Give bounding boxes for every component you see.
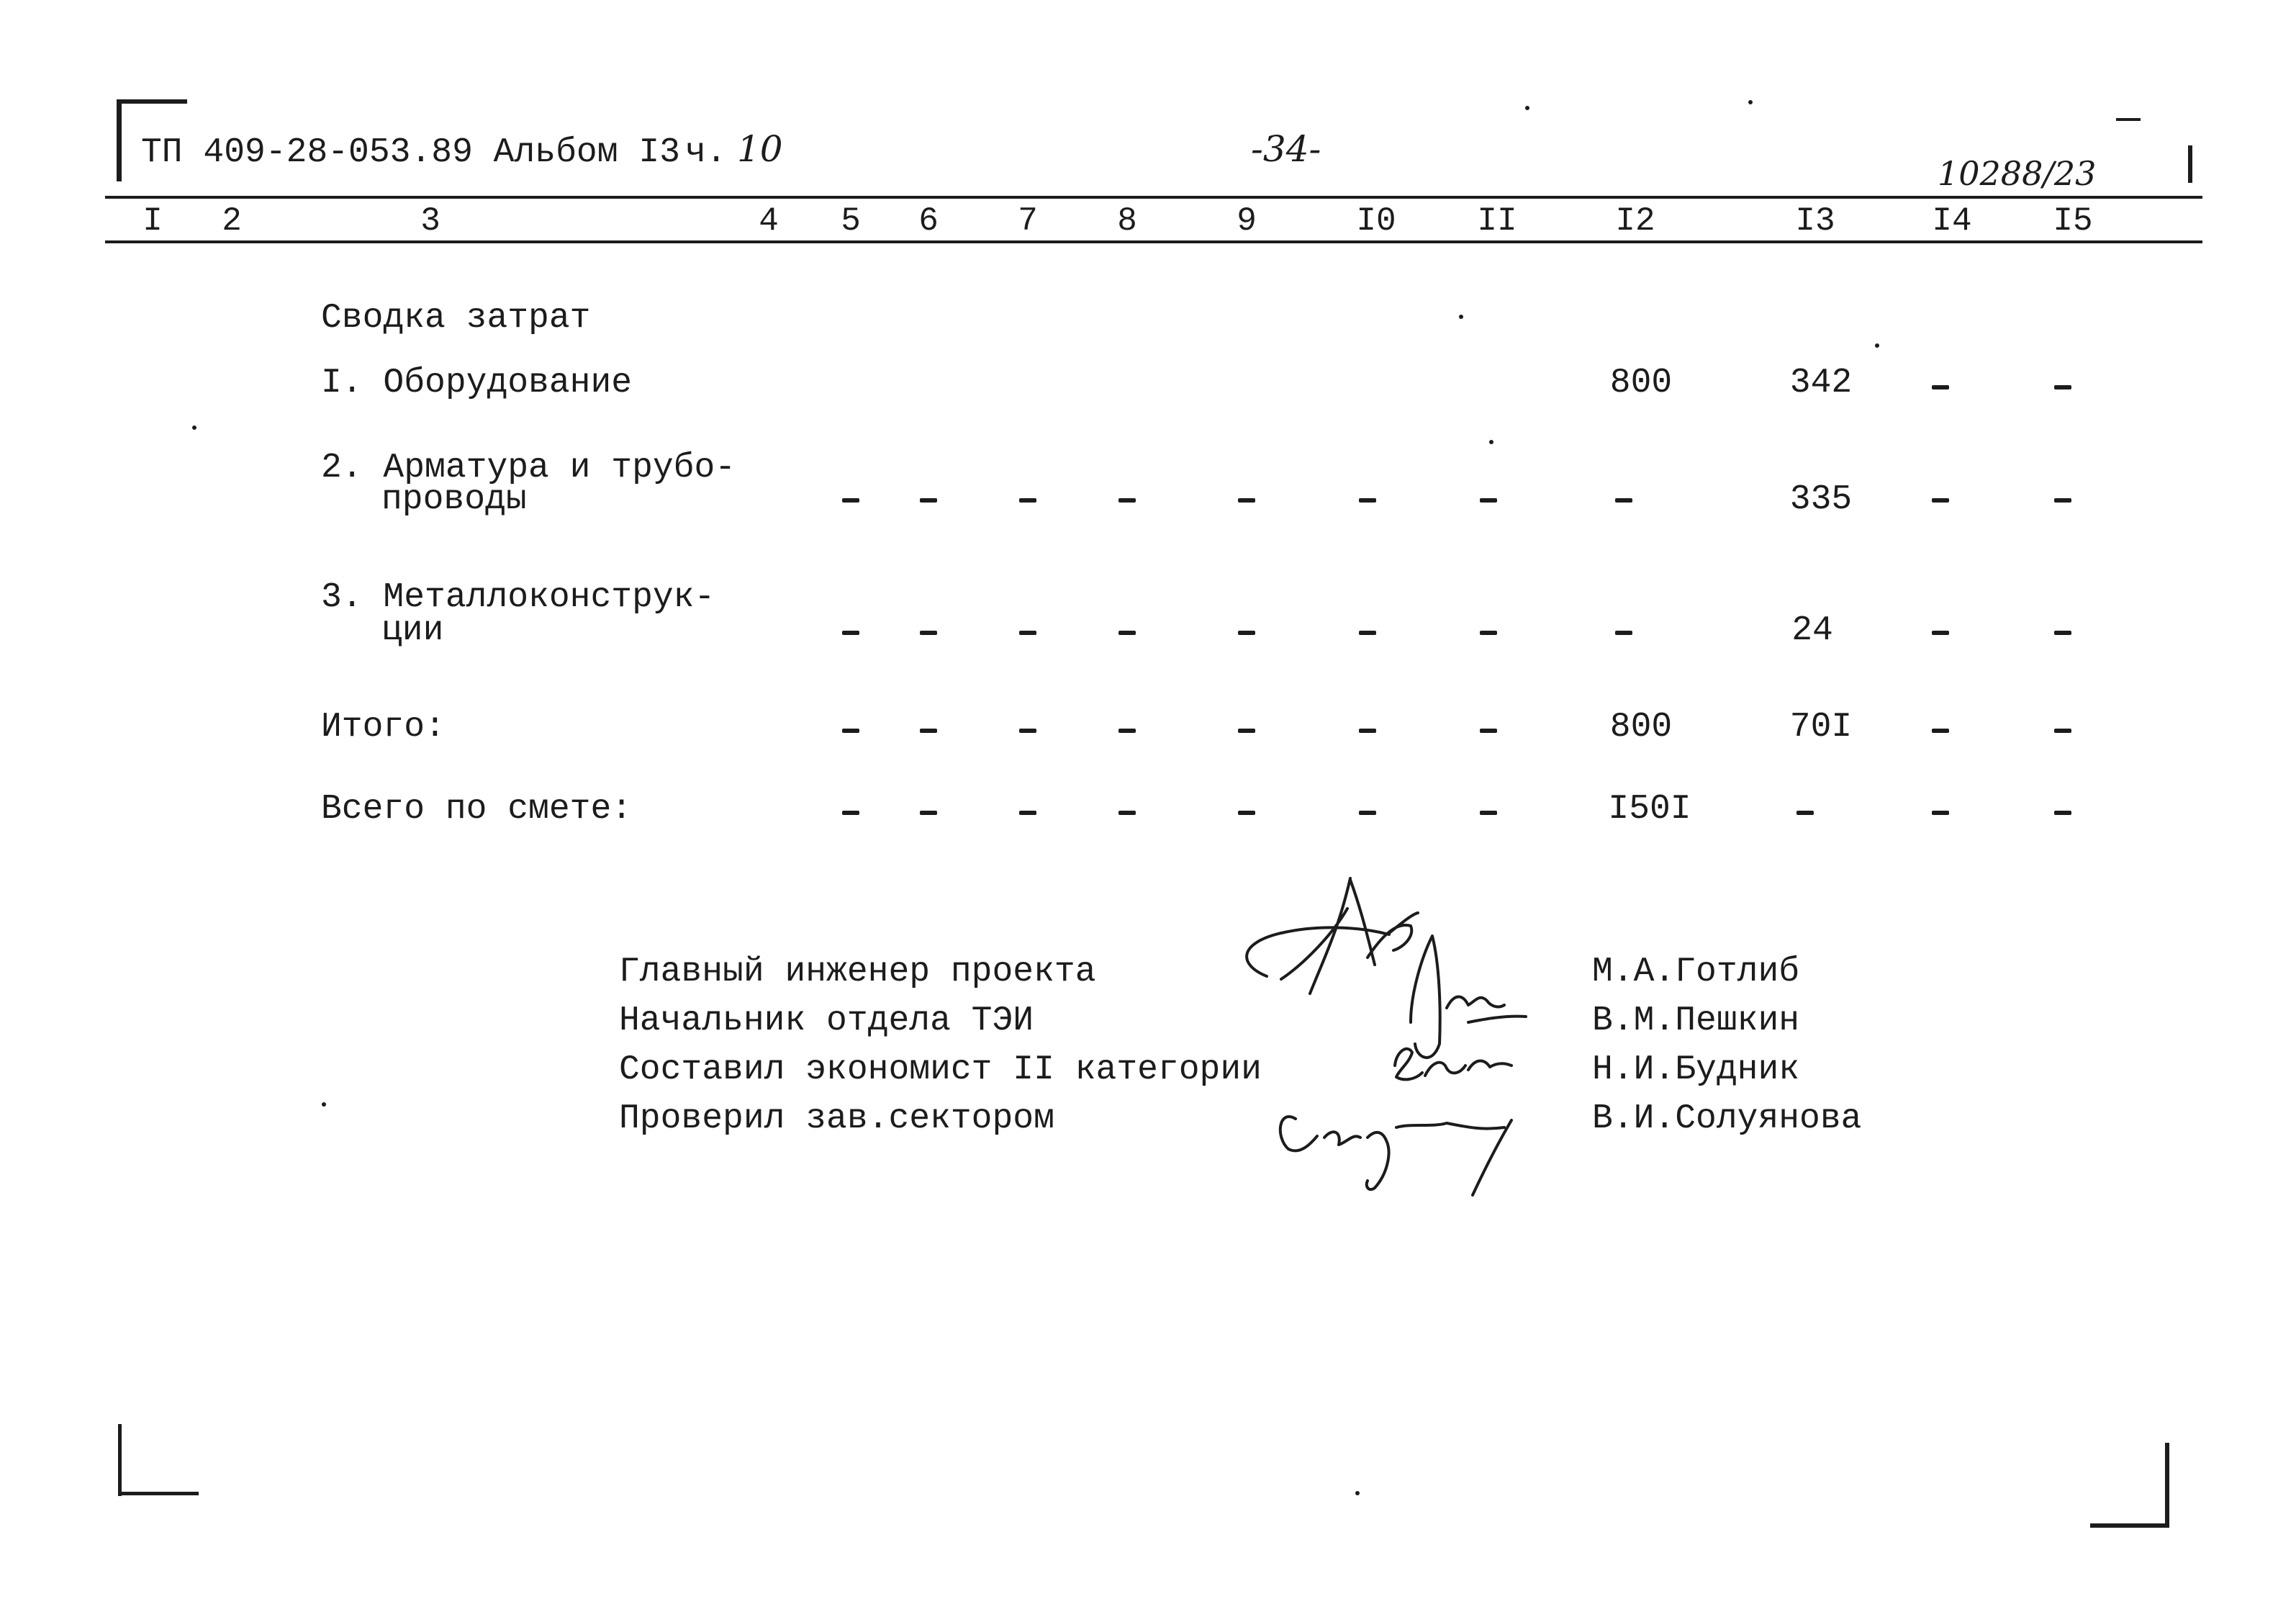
scan-speck (2116, 118, 2141, 121)
row-fittings-label-line1: 2. Арматура и трубо- (321, 449, 736, 487)
table-cell: 800 (1609, 708, 1673, 747)
signature-role: Начальник отдела ТЭИ (619, 1001, 1034, 1040)
column-number-13: I3 (1795, 202, 1835, 240)
signature-role: Главный инженер проекта (619, 952, 1096, 991)
row-fittings-label-line2: проводы (381, 480, 527, 519)
table-cell: 70I (1789, 708, 1853, 747)
column-number-15: I5 (2053, 202, 2093, 240)
column-number-8: 8 (1117, 202, 1137, 240)
scan-speck (322, 1102, 326, 1107)
column-number-10: I0 (1356, 202, 1396, 240)
document-code: ТП 409-28-053.89 Альбом I3 (141, 133, 680, 172)
column-number-5: 5 (841, 202, 861, 240)
summary-title: Сводка затрат (321, 299, 591, 338)
column-number-12: I2 (1615, 202, 1655, 240)
sheet-code: 10288/23 (1938, 154, 2097, 193)
part-label: ч. (685, 133, 727, 172)
column-number-6: 6 (918, 202, 939, 240)
table-cell: 335 (1789, 480, 1853, 519)
scan-speck (192, 425, 196, 430)
signature-stroke (1247, 878, 1418, 994)
signature-name: М.А.Готлиб (1592, 952, 1800, 991)
table-cell: 342 (1789, 364, 1853, 402)
column-number-3: 3 (420, 202, 440, 240)
table-cell: 24 (1791, 611, 1833, 650)
scan-speck (1489, 440, 1493, 444)
table-cell: 800 (1609, 364, 1673, 402)
scan-speck (1748, 100, 1753, 104)
column-number-14: I4 (1932, 202, 1972, 240)
scan-speck (1355, 1491, 1360, 1495)
part-number: 10 (737, 128, 783, 170)
scan-speck (1525, 106, 1529, 110)
signature-stroke (1395, 1049, 1511, 1080)
row-metal-label-line1: 3. Металлоконструк- (321, 578, 715, 617)
table-cell: I50I (1608, 790, 1691, 829)
scan-speck (1459, 315, 1463, 319)
column-number-1: I (143, 202, 163, 240)
signature-role: Проверил зав.сектором (619, 1099, 1054, 1138)
page-number: -34- (1251, 128, 1321, 170)
signature-role: Составил экономист II категории (619, 1050, 1262, 1089)
signature-name: В.М.Пешкин (1592, 1001, 1800, 1040)
column-number-11: II (1477, 202, 1517, 240)
row-grand-total-label: Всего по смете: (321, 790, 633, 829)
signature-name: В.И.Солуянова (1592, 1099, 1862, 1138)
column-number-2: 2 (222, 202, 242, 240)
signature-stroke (1411, 936, 1526, 1058)
row-subtotal-label: Итого: (321, 708, 446, 747)
column-number-9: 9 (1237, 202, 1257, 240)
row-equipment-label: I. Оборудование (321, 364, 633, 402)
column-number-7: 7 (1018, 202, 1038, 240)
column-number-4: 4 (759, 202, 779, 240)
row-metal-label-line2: ции (381, 611, 444, 650)
signature-name: Н.И.Будник (1592, 1050, 1800, 1089)
signature-stroke (1280, 1117, 1511, 1195)
scan-speck (1875, 343, 1879, 348)
